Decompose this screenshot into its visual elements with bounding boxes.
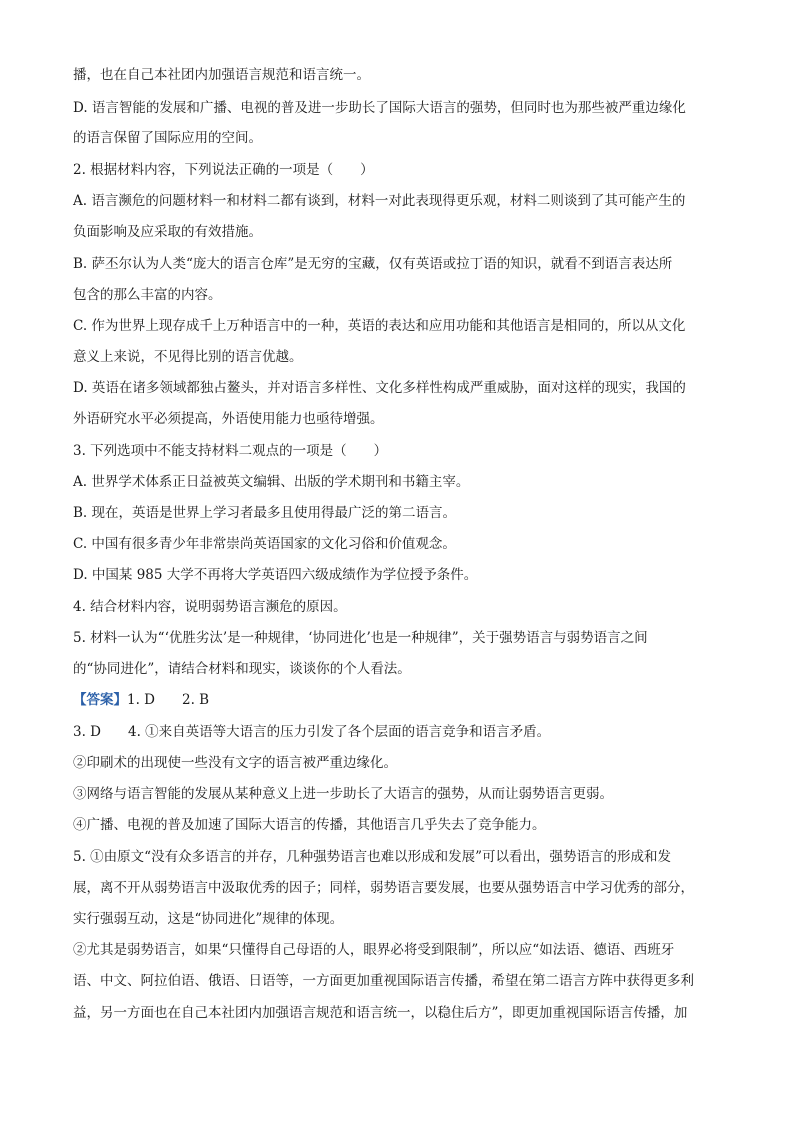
answer-line: ②尤其是弱势语言，如果“只懂得自己母语的人，眼界必将受到限制”，所以应“如法语、德语、西班牙 — [73, 942, 675, 958]
answer-label: 【答案】 — [73, 692, 127, 708]
option-c-line: C. 作为世界上现存成千上万种语言中的一种，英语的表达和应用功能和其他语言是相同的，所以从文化 — [73, 318, 686, 334]
answer-line: ②印刷术的出现使一些没有文字的语言被严重边缘化。 — [73, 755, 397, 771]
text-line: 外语研究水平必须提高，外语使用能力也亟待增强。 — [73, 411, 384, 427]
option-a-line: A. 世界学术体系正日益被英文编辑、出版的学术期刊和书籍主宰。 — [73, 474, 470, 490]
text-line: 的“协同进化”，请结合材料和现实，谈谈你的个人看法。 — [73, 661, 411, 677]
answer-line: 展，离不开从弱势语言中汲取优秀的因子；同样，弱势语言要发展，也要从强势语言中学习优秀的部分， — [73, 880, 694, 896]
answer-line — [73, 690, 723, 710]
text-line: 负面影响及应采取的有效措施。 — [73, 224, 262, 240]
text-line: 播，也在自己本社团内加强语言规范和语言统一。 — [73, 67, 370, 83]
answer-line: 5. ①由原文“没有众多语言的并存，几种强势语言也难以形成和发展”可以看出，强势语言的形成和发 — [73, 849, 671, 865]
answer-line: 3. D 4. ①来自英语等大语言的压力引发了各个层面的语言竞争和语言矛盾。 — [73, 724, 551, 740]
answer-line: 语、中文、阿拉伯语、俄语、日语等，一方面更加重视国际语言传播，希望在第二语言方阵中获得更多利 — [73, 973, 694, 989]
option-d-line: D. 语言智能的发展和广播、电视的普及进一步助长了国际大语言的强势，但同时也为那些被严重边缘化 — [73, 100, 686, 116]
question-4: 4. 结合材料内容，说明弱势语言濒危的原因。 — [73, 599, 347, 615]
answer-line: 益，另一方面也在自己本社团内加强语言规范和语言统一，以稳住后方”，即更加重视国际语言传播，加 — [73, 1005, 688, 1021]
option-d-line: D. 英语在诸多领域都独占鳌头，并对语言多样性、文化多样性构成严重威胁，面对这样的现实，我国的 — [73, 380, 686, 396]
answer-line: ③网络与语言智能的发展从某种意义上进一步助长了大语言的强势，从而让弱势语言更弱。 — [73, 786, 613, 802]
option-b-line: B. 现在，英语是世界上学习者最多且使用得最广泛的第二语言。 — [73, 505, 457, 521]
option-b-line: B. 萨丕尔认为人类“庞大的语言仓库”是无穷的宝藏，仅有英语或拉丁语的知识，就看不到语言表达所 — [73, 256, 673, 272]
answer-line: 实行强弱互动，这是“协同进化”规律的体现。 — [73, 911, 344, 927]
answer-line: ④广播、电视的普及加速了国际大语言的传播，其他语言几乎失去了竞争能力。 — [73, 817, 546, 833]
text-line: 的语言保留了国际应用的空间。 — [73, 130, 262, 146]
option-c-line: C. 中国有很多青少年非常崇尚英语国家的文化习俗和价值观念。 — [73, 536, 456, 552]
text-line: 包含的那么丰富的内容。 — [73, 287, 222, 303]
question-2: 2. 根据材料内容，下列说法正确的一项是（ ） — [73, 162, 374, 178]
question-5: 5. 材料一认为“‘优胜劣汰’是一种规律，‘协同进化’也是一种规律”，关于强势语言与弱势语言之间 — [73, 630, 648, 646]
option-d-line: D. 中国某 985 大学不再将大学英语四六级成绩作为学位授予条件。 — [73, 567, 478, 583]
text-line: 意义上来说，不见得比别的语言优越。 — [73, 349, 303, 365]
answer-text: 1. D 2. B — [127, 692, 210, 708]
question-3: 3. 下列选项中不能支持材料二观点的一项是（ ） — [73, 443, 388, 459]
option-a-line: A. 语言濒危的问题材料一和材料二都有谈到，材料一对此表现得更乐观，材料二则谈到了其可能产生的 — [73, 193, 686, 209]
